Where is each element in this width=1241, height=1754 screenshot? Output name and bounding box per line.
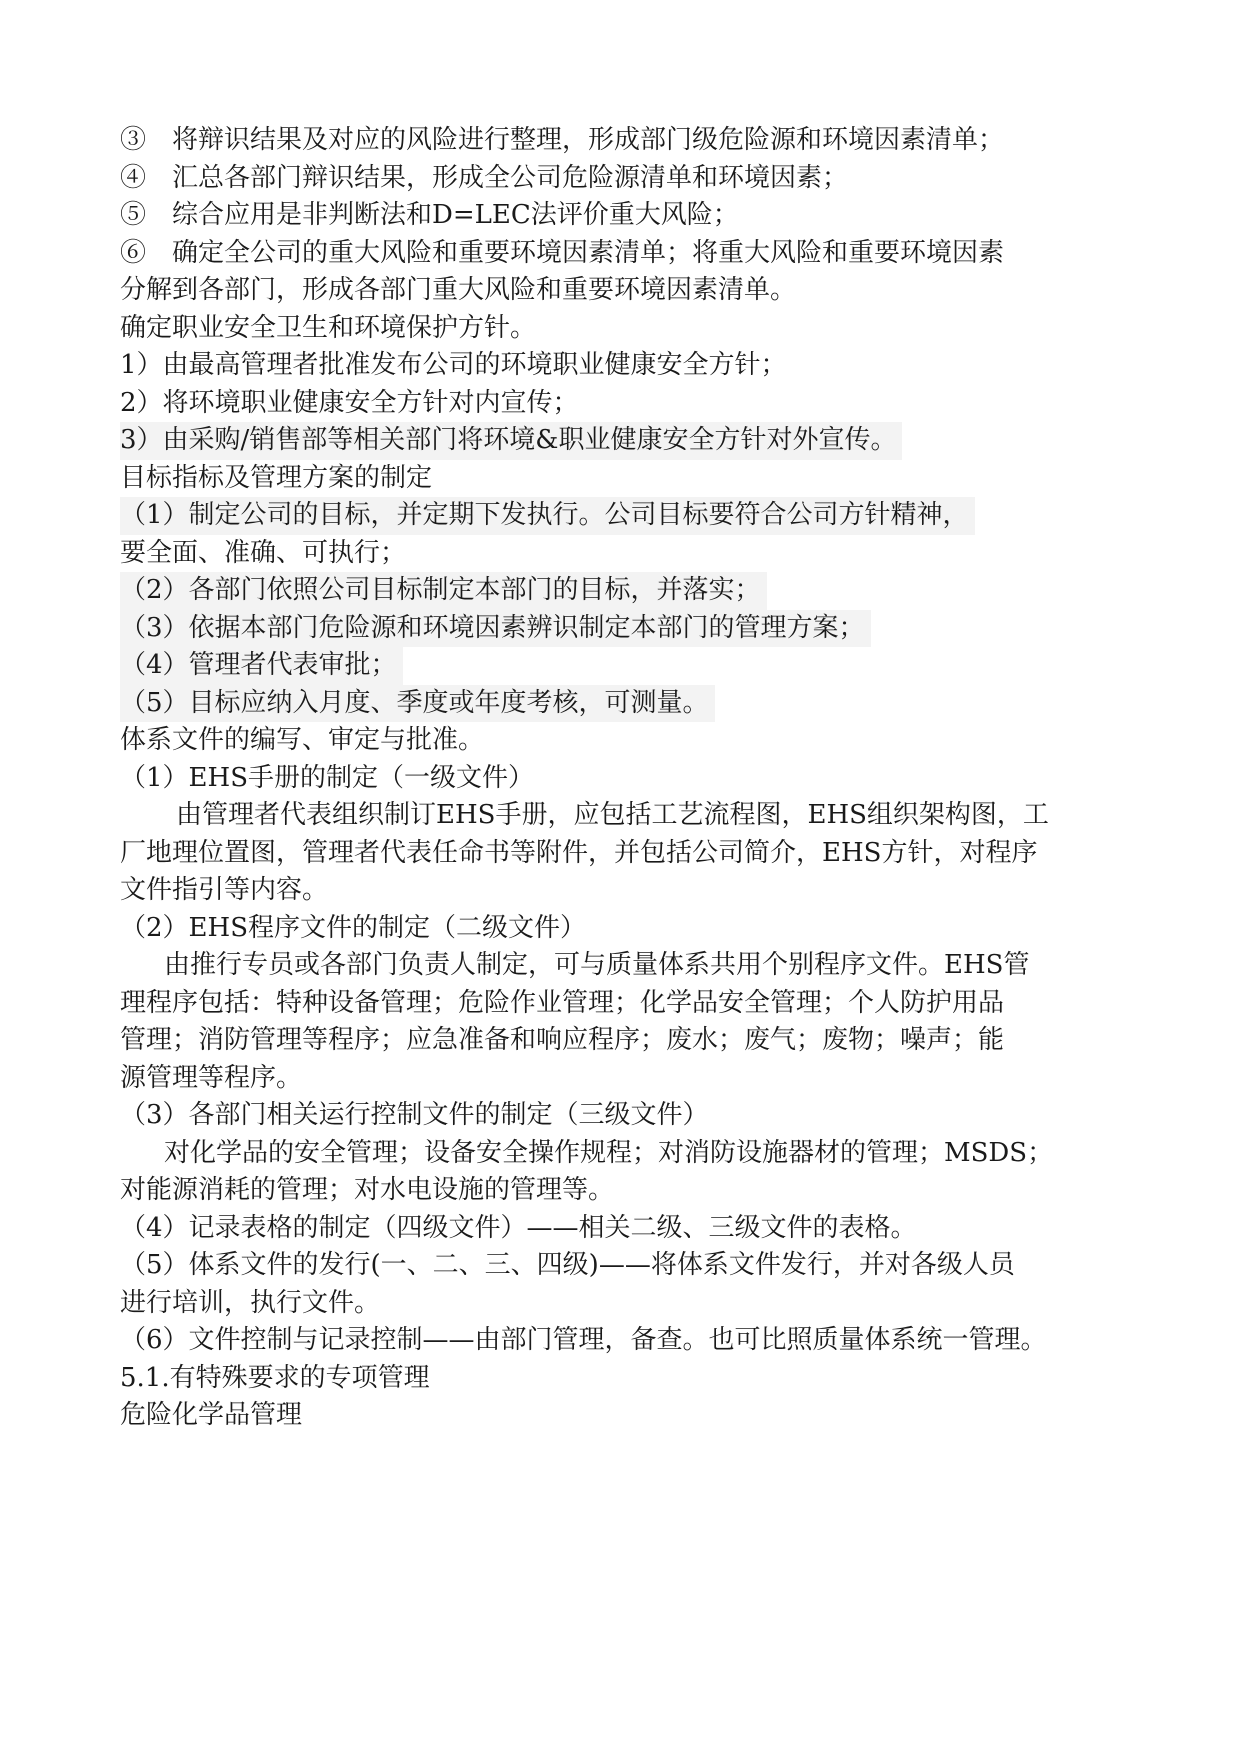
section-heading: 危险化学品管理: [120, 1400, 303, 1430]
text-line: 要全面、准确、可执行；: [120, 537, 407, 568]
text-line: [120, 497, 1130, 535]
text-line: ④ 汇总各部门辩识结果，形成全公司危险源清单和环境因素；: [120, 162, 849, 193]
text-line: ⑤ 综合应用是非判断法和D=LEC法评价重大风险；: [120, 200, 739, 230]
highlighted-text: （3）依据本部门危险源和环境因素辨识制定本部门的管理方案；: [120, 610, 871, 648]
highlighted-text: （5）目标应纳入月度、季度或年度考核，可测量。: [120, 685, 715, 723]
text-line: 文件指引等内容。: [120, 875, 329, 905]
text-line: 理程序包括：特种设备管理；危险作业管理；化学品安全管理；个人防护用品: [120, 987, 1005, 1018]
text-line: （3）各部门相关运行控制文件的制定（三级文件）: [120, 1100, 709, 1130]
text-line: 进行培训，执行文件。: [120, 1287, 381, 1318]
section-heading: 确定职业安全卫生和环境保护方针。: [120, 312, 537, 343]
text-line: 2）将环境职业健康安全方针对内宣传；: [120, 387, 579, 418]
highlighted-text: （2）各部门依照公司目标制定本部门的目标，并落实；: [120, 572, 767, 610]
text-line: （6）文件控制与记录控制——由部门管理，备查。也可比照质量体系统一管理。: [120, 1325, 1047, 1355]
text-line: 对化学品的安全管理；设备安全操作规程；对消防设施器材的管理；MSDS；: [164, 1137, 1054, 1168]
text-line: 1）由最高管理者批准发布公司的环境职业健康安全方针；: [120, 350, 787, 380]
text-line: [120, 572, 1130, 610]
section-heading: 5.1.有特殊要求的专项管理: [120, 1362, 430, 1393]
section-heading: 体系文件的编写、审定与批准。: [120, 725, 485, 755]
section-heading: 目标指标及管理方案的制定: [120, 462, 433, 493]
text-line: [120, 647, 1130, 685]
highlighted-text: （4）管理者代表审批；: [120, 647, 403, 685]
text-line: [120, 422, 1130, 460]
text-line: 厂地理位置图，管理者代表任命书等附件，并包括公司简介，EHS方针，对程序: [120, 837, 1038, 868]
text-line: 分解到各部门，形成各部门重大风险和重要环境因素清单。: [120, 275, 797, 305]
text-line: 源管理等程序。: [120, 1062, 303, 1093]
text-line: [120, 685, 1130, 723]
text-line: ⑥ 确定全公司的重大风险和重要环境因素清单；将重大风险和重要环境因素: [120, 237, 1005, 268]
text-line: 管理；消防管理等程序；应急准备和响应程序；废水；废气；废物；噪声；能: [120, 1025, 1005, 1055]
text-line: 由推行专员或各部门负责人制定，可与质量体系共用个别程序文件。EHS管: [164, 950, 1030, 980]
document-page: [120, 122, 1130, 1435]
highlighted-text: （1）制定公司的目标，并定期下发执行。公司目标要符合公司方针精神，: [120, 497, 975, 535]
text-line: （4）记录表格的制定（四级文件）——相关二级、三级文件的表格。: [120, 1212, 917, 1243]
highlighted-text: 3）由采购/销售部等相关部门将环境&职业健康安全方针对外宣传。: [120, 422, 902, 460]
text-line: 由管理者代表组织制订EHS手册，应包括工艺流程图，EHS组织架构图，工: [176, 800, 1049, 830]
text-line: [120, 610, 1130, 648]
text-line: （5）体系文件的发行(一、二、三、四级)——将体系文件发行，并对各级人员: [120, 1250, 1015, 1280]
text-line: ③ 将辩识结果及对应的风险进行整理，形成部门级危险源和环境因素清单；: [120, 125, 1005, 155]
text-line: （1）EHS手册的制定（一级文件）: [120, 762, 535, 793]
text-line: （2）EHS程序文件的制定（二级文件）: [120, 912, 587, 943]
text-line: 对能源消耗的管理；对水电设施的管理等。: [120, 1175, 615, 1205]
